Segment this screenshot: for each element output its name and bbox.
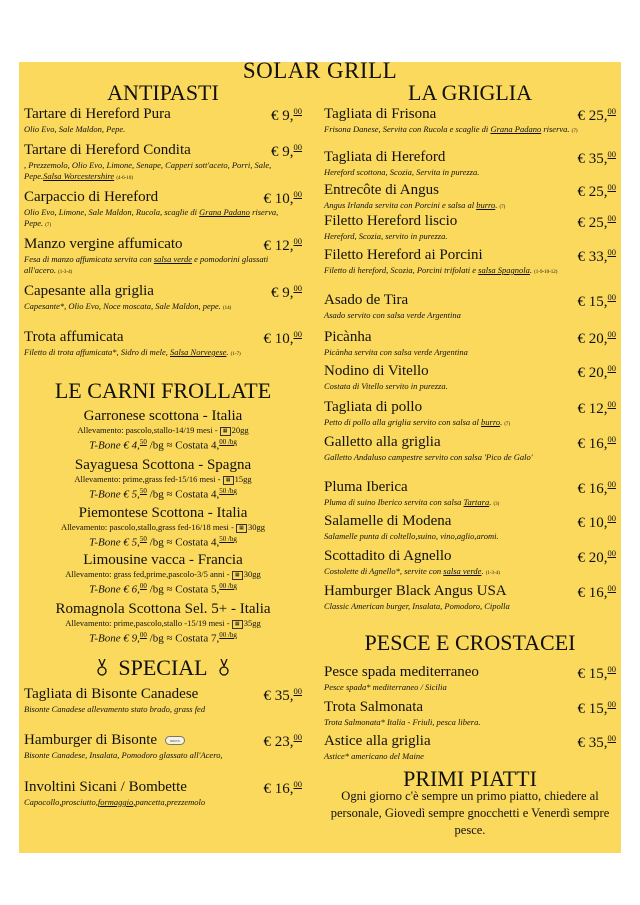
dish-description — [24, 254, 302, 278]
costata-price: /bg ≈ Costata 4, — [146, 439, 220, 452]
price-whole: € 15, — [577, 666, 608, 682]
dish-description — [324, 310, 616, 321]
dish-price — [578, 329, 617, 348]
price-cents: 00 — [293, 142, 302, 152]
dish-name: Filetto Hereford ai Porcini — [324, 247, 483, 263]
desc-text: Salamelle punta di coltello,suino, vino,aglio,aromi. — [324, 531, 499, 541]
dish-description — [324, 682, 616, 693]
desc-text: Classic American burger, Insalata, Pomodoro, Cipolla — [324, 601, 510, 611]
price-whole: € 9, — [271, 144, 294, 160]
price-whole: € 9, — [271, 108, 294, 124]
dish-price — [264, 236, 303, 255]
desc-text: Picànha servita con salsa verde Argentina — [324, 347, 468, 357]
per-unit: /bg — [226, 631, 237, 639]
dish-name: Scottadito di Agnello — [324, 548, 452, 564]
griglia-item — [324, 513, 616, 542]
dish-name: Manzo vergine affumicato — [24, 236, 183, 252]
price-cents: 00 — [607, 182, 616, 192]
price-whole: € 16, — [263, 781, 294, 797]
allergen-note: (1-3-4) — [485, 571, 500, 576]
dish-description — [324, 566, 616, 579]
dish-description — [324, 601, 616, 612]
allergen-note: (1-3-4) — [58, 270, 73, 275]
desc-text: Bisonte Canadese, Insalata, Pomodoro glassato all'Acero, — [24, 750, 223, 760]
price-whole: € 16, — [577, 481, 608, 497]
dish-name: Tagliata di pollo — [324, 399, 423, 415]
costata-price: /bg ≈ Costata 5, — [146, 583, 220, 596]
dish-name: Tartare di Hereford Pura — [24, 106, 171, 122]
beef-name: Romagnola Scottona Sel. 5+ - Italia — [55, 601, 271, 617]
primi-note: Ogni giorno c'è sempre un primo piatto, chiedere al personale, Giovedì sempre gnocchetti e Venerdì sempre pesce. — [330, 789, 610, 837]
desc-text: Pesce spada* mediterraneo / Sicilia — [324, 682, 447, 692]
dish-price — [264, 779, 303, 798]
tbone-cents: 00 — [139, 582, 147, 590]
dish-price — [578, 106, 617, 125]
medal-icon — [219, 657, 229, 683]
price-whole: € 35, — [577, 151, 608, 167]
desc-text: Angus Irlanda servita con Porcini e salsa al — [324, 200, 477, 210]
griglia-item — [324, 247, 616, 278]
dish-price — [264, 732, 303, 751]
breeding-text: Allevamento: pascolo,stallo,grass fed-16/18 mesi - — [61, 522, 236, 532]
dish-price — [578, 363, 617, 382]
dish-description — [24, 160, 302, 184]
price-whole: € 15, — [577, 294, 608, 310]
dish-description — [24, 124, 302, 135]
price-cents: 00 — [607, 699, 616, 709]
griglia-item — [324, 479, 616, 510]
antipasti-item — [24, 142, 302, 184]
price-cents: 00 — [293, 732, 302, 742]
price-whole: € 20, — [577, 331, 608, 347]
dish-name: Asado de Tira — [324, 292, 409, 308]
desc-text: Costata di Vitello servito in purezza. — [324, 381, 448, 391]
price-cents: 00 — [607, 583, 616, 593]
price-whole: € 9, — [271, 285, 294, 301]
dish-name: Filetto Hereford liscio — [324, 213, 458, 229]
allergen-note: (7) — [571, 129, 578, 134]
tbone-cents: 00 — [139, 631, 147, 639]
dish-price — [578, 699, 617, 718]
price-whole: € 10, — [263, 331, 294, 347]
griglia-item — [324, 213, 616, 242]
dish-price — [578, 664, 617, 683]
beef-prices — [24, 485, 302, 502]
dish-name: Tagliata di Hereford — [324, 149, 446, 165]
dish-name: Hamburger di Bisonte nuovo — [24, 732, 302, 749]
griglia-item — [324, 149, 616, 178]
griglia-item — [324, 106, 616, 137]
tbone-price: T-Bone € 6, — [89, 583, 140, 596]
price-cents: 00 — [293, 189, 302, 199]
section-title-special — [24, 655, 302, 683]
per-unit: /bg — [226, 438, 237, 446]
price-whole: € 35, — [263, 688, 294, 704]
beef-name: Sayaguesa Scottona - Spagna — [74, 457, 252, 473]
new-badge: nuovo — [165, 736, 185, 745]
dish-name: Salamelle di Modena — [324, 513, 452, 529]
price-cents: 00 — [607, 213, 616, 223]
dish-description — [324, 124, 616, 137]
price-whole: € 15, — [577, 701, 608, 717]
dish-price — [578, 292, 617, 311]
per-unit: /bg — [226, 582, 237, 590]
aged-beef-item — [24, 408, 302, 453]
price-cents: 00 — [607, 292, 616, 302]
dish-price — [578, 434, 617, 453]
desc-text: , Prezzemolo, Olio Evo, Limone, Senape, Capperi sott'aceto, Porri, Sale, Pepe. — [24, 160, 272, 181]
dish-description — [324, 347, 616, 358]
calendar-icon: ▦ — [232, 571, 243, 580]
costata-price: /bg ≈ Costata 4, — [146, 536, 220, 549]
desc-text: Filetto di trota affumicata*, Sidro di mele, — [24, 347, 170, 357]
dish-description — [324, 717, 616, 728]
desc-underlined: Salsa Norvegese — [169, 347, 227, 357]
dish-price — [264, 686, 303, 705]
costata-cents: 50 — [219, 535, 227, 543]
per-unit: /bg — [226, 487, 237, 495]
allergen-note: (1-7) — [230, 352, 241, 357]
aged-beef-item — [24, 601, 302, 646]
desc-text: Trota Salmonata* Italia - Friuli, pesca libera. — [324, 717, 481, 727]
tbone-cents: 50 — [139, 438, 147, 446]
price-cents: 00 — [293, 283, 302, 293]
price-cents: 00 — [293, 236, 302, 246]
desc-underlined: Grana Padano — [199, 207, 250, 217]
price-cents: 00 — [607, 513, 616, 523]
pesce-item — [324, 699, 616, 728]
dish-name: Tartare di Hereford Condita — [24, 142, 191, 158]
griglia-item — [324, 292, 616, 321]
dish-name: Involtini Sicani / Bombette — [24, 779, 187, 795]
desc-underlined: Grana Padano — [490, 124, 542, 134]
costata-price: /bg ≈ Costata 4, — [146, 488, 220, 501]
dish-description — [24, 207, 302, 231]
price-whole: € 35, — [577, 735, 608, 751]
desc-underlined: Salsa Worcestershire — [43, 171, 115, 181]
price-whole: € 10, — [577, 515, 608, 531]
special-item — [24, 779, 302, 808]
desc-text: Petto di pollo alla griglia servito con salsa al — [324, 417, 482, 427]
dish-name: Trota Salmonata — [324, 699, 424, 715]
antipasti-item — [24, 329, 302, 360]
desc-text: Capesante*, Olio Evo, Noce moscata, Sale Maldon, pepe. — [24, 301, 221, 311]
price-whole: € 20, — [577, 365, 608, 381]
desc-text: Galletto Andaluso campestre servito con salsa 'Pico de Galo' — [324, 452, 533, 462]
section-title-pesce: PESCE E CROSTACEI — [364, 630, 576, 655]
desc-text: . — [500, 417, 503, 427]
costata-cents: 00 — [219, 582, 227, 590]
beef-breeding — [24, 474, 302, 485]
dish-name: Tagliata di Bisonte Canadese — [24, 686, 199, 702]
price-cents: 00 — [607, 399, 616, 409]
desc-text: riserva. — [541, 124, 570, 134]
desc-text: Pluma di suino Iberico servita con salsa — [324, 497, 464, 507]
price-whole: € 16, — [577, 585, 608, 601]
allergen-note: (7) — [45, 223, 52, 228]
price-whole: € 20, — [577, 550, 608, 566]
beef-prices — [24, 629, 302, 646]
desc-text: Olio Evo, Limone, Sale Maldon, Rucola, scaglie di — [24, 207, 200, 217]
calendar-icon: ▦ — [223, 476, 234, 485]
dish-price — [271, 106, 302, 125]
breeding-text: Allevamento: prime,grass fed-15/16 mesi - — [74, 474, 223, 484]
dish-name: Picànha — [324, 329, 372, 345]
price-cents: 00 — [607, 548, 616, 558]
dish-description — [24, 347, 302, 360]
dish-description — [324, 265, 616, 278]
aging-days: 30gg — [247, 522, 265, 532]
griglia-item — [324, 363, 616, 392]
desc-underlined: salsa verde — [153, 254, 193, 264]
breeding-text: Allevamento: pascolo,stallo-14/19 mesi - — [77, 425, 220, 435]
desc-text: Hereford, Scozia, servito in purezza. — [324, 231, 448, 241]
griglia-item — [324, 583, 616, 612]
beef-name: Piemontese Scottona - Italia — [78, 505, 248, 521]
dish-description — [324, 231, 616, 242]
beef-breeding — [24, 618, 302, 629]
beef-prices — [24, 580, 302, 597]
menu-page — [19, 58, 621, 853]
beef-breeding — [24, 425, 302, 436]
price-cents: 00 — [607, 247, 616, 257]
antipasti-item — [24, 106, 302, 135]
dish-price — [578, 583, 617, 602]
desc-text: Olio Evo, Sale Maldon, Pepe. — [24, 124, 126, 134]
price-cents: 00 — [607, 733, 616, 743]
aging-days: 15gg — [234, 474, 252, 484]
desc-text: Hereford scottona, Scozia, Servita in purezza. — [324, 167, 480, 177]
desc-text: Frisona Danese, Servita con Rucola e scaglie di — [324, 124, 491, 134]
tbone-price: T-Bone € 9, — [89, 632, 140, 645]
dish-name: Pluma Iberica — [324, 479, 408, 495]
allergen-note: (7) — [499, 205, 506, 210]
beef-name: Limousine vacca - Francia — [83, 552, 243, 568]
beef-breeding — [24, 522, 302, 533]
desc-text: . — [529, 265, 533, 275]
dish-description — [324, 417, 616, 430]
calendar-icon: ▦ — [232, 620, 243, 629]
costata-cents: 00 — [219, 631, 227, 639]
dish-name: Galletto alla griglia — [324, 434, 441, 450]
per-unit: /bg — [226, 535, 237, 543]
price-whole: € 12, — [263, 238, 294, 254]
desc-text: ,pancetta,prezzemolo — [133, 797, 206, 807]
dish-price — [578, 149, 617, 168]
dish-name: Trota affumicata — [24, 329, 124, 345]
pesce-item — [324, 733, 616, 762]
desc-text: Fesa di manzo affumicata servita con — [24, 254, 154, 264]
breeding-text: Allevamento: grass fed,prime,pascolo-3/5 anni - — [65, 569, 232, 579]
aged-beef-item — [24, 552, 302, 597]
price-cents: 00 — [293, 329, 302, 339]
price-cents: 00 — [293, 779, 302, 789]
pesce-item — [324, 664, 616, 693]
costata-cents: 50 — [219, 487, 227, 495]
dish-price — [578, 399, 617, 418]
desc-text: Asado servito con salsa verde Argentina — [324, 310, 461, 320]
beef-prices — [24, 533, 302, 550]
allergen-note: (14) — [223, 306, 232, 311]
desc-text: riserva, Pepe. — [24, 207, 279, 228]
costata-cents: 00 — [219, 438, 227, 446]
dish-description — [324, 381, 616, 392]
desc-text: Filetto di hereford, Scozia, Porcini trifolati e — [324, 265, 479, 275]
dish-price — [578, 213, 617, 232]
desc-text: Bisonte Canadese allevamento stato brado, grass fed — [24, 704, 206, 714]
dish-name: Entrecôte di Angus — [324, 182, 439, 198]
restaurant-name: SOLAR GRILL — [242, 58, 398, 83]
antipasti-item — [24, 283, 302, 314]
desc-text: Capocollo,prosciutto, — [24, 797, 98, 807]
beef-prices — [24, 436, 302, 453]
dish-name: Pesce spada mediterraneo — [324, 664, 479, 680]
desc-underlined: salsa verde — [443, 566, 482, 576]
tbone-cents: 50 — [139, 535, 147, 543]
price-cents: 00 — [607, 106, 616, 116]
dish-price — [578, 182, 617, 201]
desc-text: e pomodorini glassati all'acero. — [24, 254, 269, 275]
tbone-price: T-Bone € 4, — [89, 439, 140, 452]
allergen-note: (7) — [504, 422, 511, 427]
section-title-primi: PRIMI PIATTI — [403, 766, 537, 791]
price-cents: 00 — [607, 479, 616, 489]
desc-text: Astice* americano del Maine — [324, 751, 424, 761]
price-whole: € 12, — [577, 401, 608, 417]
dish-name: Capesante alla griglia — [24, 283, 154, 299]
dish-description — [324, 497, 616, 510]
price-whole: € 16, — [577, 436, 608, 452]
desc-underlined: salsa Spagnola — [478, 265, 530, 275]
dish-description — [24, 301, 302, 314]
tbone-price: T-Bone € 5, — [89, 488, 140, 501]
price-cents: 00 — [293, 106, 302, 116]
desc-text: . — [489, 497, 492, 507]
dish-description — [324, 531, 616, 542]
dish-price — [578, 548, 617, 567]
dish-description — [324, 751, 616, 762]
price-cents: 00 — [293, 686, 302, 696]
price-whole: € 25, — [577, 215, 608, 231]
price-whole: € 23, — [263, 734, 294, 750]
dish-name: Tagliata di Frisona — [324, 106, 437, 122]
allergen-note: (1-9-10-12) — [534, 270, 558, 275]
aging-days: 30gg — [243, 569, 261, 579]
aged-beef-item — [24, 505, 302, 550]
price-cents: 00 — [607, 149, 616, 159]
aged-beef-item — [24, 457, 302, 502]
price-whole: € 10, — [263, 191, 294, 207]
griglia-item — [324, 548, 616, 579]
section-title-griglia: LA GRIGLIA — [407, 80, 533, 105]
dish-price — [578, 247, 617, 266]
calendar-icon: ▦ — [236, 524, 247, 533]
antipasti-item — [24, 236, 302, 278]
breeding-text: Allevamento: prime,pascolo,stallo -15/19 mesi - — [65, 618, 232, 628]
dish-price — [578, 513, 617, 532]
griglia-item — [324, 399, 616, 430]
tbone-cents: 50 — [139, 487, 147, 495]
price-cents: 00 — [607, 664, 616, 674]
griglia-item — [324, 182, 616, 213]
allergen-note: (4-6-10) — [116, 176, 133, 181]
desc-text: . — [495, 200, 498, 210]
beef-breeding — [24, 569, 302, 580]
medal-icon — [97, 657, 107, 683]
desc-text: . — [481, 566, 484, 576]
dish-price — [578, 733, 617, 752]
griglia-item — [324, 329, 616, 358]
desc-text: . — [226, 347, 229, 357]
dish-description — [324, 167, 616, 178]
dish-description — [324, 452, 616, 463]
aging-days: 20gg — [231, 425, 249, 435]
price-whole: € 25, — [577, 184, 608, 200]
price-cents: 00 — [607, 329, 616, 339]
aging-days: 35gg — [243, 618, 261, 628]
griglia-item — [324, 434, 616, 463]
price-cents: 00 — [607, 434, 616, 444]
antipasti-item — [24, 189, 302, 231]
price-whole: € 25, — [577, 108, 608, 124]
special-title: SPECIAL — [118, 655, 208, 680]
price-whole: € 33, — [577, 249, 608, 265]
desc-underlined: Tartara — [463, 497, 490, 507]
allergen-note: (3) — [493, 502, 500, 507]
section-title-antipasti: ANTIPASTI — [107, 80, 219, 105]
dish-name: Astice alla griglia — [324, 733, 431, 749]
costata-price: /bg ≈ Costata 7, — [146, 632, 220, 645]
desc-underlined: burro — [481, 417, 501, 427]
special-item — [24, 732, 302, 761]
dish-description — [324, 200, 616, 213]
dish-price — [271, 283, 302, 302]
beef-name: Garronese scottona - Italia — [83, 408, 243, 424]
dish-price — [264, 189, 303, 208]
dish-description — [24, 704, 302, 715]
tbone-price: T-Bone € 5, — [89, 536, 140, 549]
price-cents: 00 — [607, 363, 616, 373]
special-item — [24, 686, 302, 715]
dish-name: Hamburger Black Angus USA — [324, 583, 507, 599]
dish-description — [24, 797, 302, 808]
dish-description — [24, 750, 302, 761]
section-title-carni: LE CARNI FROLLATE — [54, 378, 272, 403]
dish-price — [578, 479, 617, 498]
dish-price — [264, 329, 303, 348]
calendar-icon: ▦ — [220, 427, 231, 436]
dish-price — [271, 142, 302, 161]
desc-underlined: formaggio — [97, 797, 134, 807]
desc-underlined: burro — [476, 200, 496, 210]
desc-text: Costolette di Agnello*, servite con — [324, 566, 444, 576]
dish-name: Nodino di Vitello — [324, 363, 429, 379]
dish-name: Carpaccio di Hereford — [24, 189, 159, 205]
